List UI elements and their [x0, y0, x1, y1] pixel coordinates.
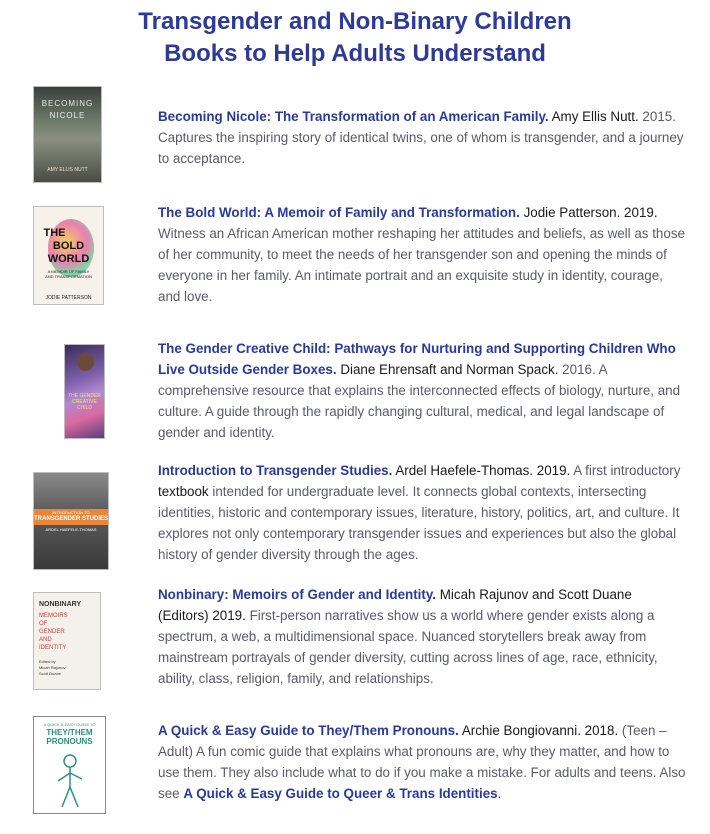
book-text-nonbinary [158, 584, 686, 689]
book-description-highlight: textbook [158, 484, 209, 499]
book-description: A first introductory [573, 463, 681, 478]
book-cover-becoming-nicole: BECOMING NICOLE AMY ELLIS NUTT [33, 86, 102, 183]
book-author: Archie Bongiovanni. 2018. [461, 723, 619, 738]
book-description: intended for undergraduate level. It connects global contexts, intersecting identities, historic and contemporary issues, literature, history, politics, art, and culture. It explores not only contemporary transgender issues and experiences but also the global history of gender diversity through the ages. [158, 484, 680, 562]
book-cover-intro-transgender-studies: INTRODUCTION TO TRANSGENDER STUDIES ARDEL HAEFELE-THOMAS [33, 472, 109, 570]
book-cover-they-them-pronouns: A QUICK & EASY GUIDE TO THEY/THEM PRONOUNS [33, 716, 106, 814]
book-text-gender-creative-child [158, 338, 686, 443]
book-description: 2015. Captures the inspiring story of identical twins, one of whom is transgender, and a journey to acceptance. [158, 109, 684, 166]
book-author: Diane Ehrensaft and Norman Spack. [340, 362, 559, 377]
book-author: Amy Ellis Nutt. [551, 109, 639, 124]
book-text-bold-world [158, 202, 686, 307]
book-author: Micah Rajunov and Scott Duane (Editors) 2019. [158, 587, 632, 623]
book-description: 2016. A comprehensive resource that explains the interconnected effects of biology, nurture, and culture. A guide through the rapidly changing cultural, medical, and legal landscape of gender and identity. [158, 362, 681, 440]
book-text-intro-transgender-studies [158, 460, 686, 565]
book-author: Ardel Haefele-Thomas. 2019. [395, 463, 571, 478]
book-description: (Teen – Adult) A fun comic guide that explains what pronouns are, why they matter, and how to use them. They also include what to do if you make a mistake. For adults and teens. Also see [158, 723, 686, 801]
book-title[interactable]: Nonbinary: Memoirs of Gender and Identity. [158, 587, 437, 602]
book-text-they-them-pronouns [158, 720, 686, 804]
book-cover-gender-creative-child: THE GENDER CREATIVE CHILD [64, 344, 105, 439]
book-title[interactable]: The Gender Creative Child: Pathways for Nurturing and Supporting Children Who Live Outside Gender Boxes. [158, 341, 676, 377]
book-description: Witness an African American mother reshaping her attitudes and beliefs, as well as those of her community, to meet the needs of her transgender son and opening the minds of everyone in her family. An intimate portrait and an exquisite study in identity, courage, and love. [158, 226, 685, 304]
cover-photo-icon [77, 353, 94, 371]
book-cover-bold-world: THE BOLD WORLD A MEMOIR OF FAMILY AND TRANSFORMATION JODIE PATTERSON [33, 206, 104, 305]
comic-figure-icon [50, 751, 90, 811]
book-text-becoming-nicole [158, 106, 686, 169]
book-description: First-person narratives show us a world where gender exists along a spectrum, a web, a multidimensional space. Nuanced storytellers break away from mainstream portrayals of gender diversity, cutting across lines of age, race, ethnicity, ability, class, religion, family, and relationships. [158, 608, 658, 686]
sentence-end: . [497, 786, 502, 801]
book-title[interactable]: The Bold World: A Memoir of Family and Transformation. [158, 205, 520, 220]
book-title[interactable]: A Quick & Easy Guide to They/Them Pronouns. [158, 723, 459, 738]
book-cover-nonbinary: NONBINARY MEMOIRS OF GENDER AND IDENTITY Edited by Micah Rajunov Scott Duane [33, 592, 101, 690]
see-also-link[interactable]: A Quick & Easy Guide to Queer & Trans Identities [183, 786, 498, 801]
page-title-line-1: Transgender and Non-Binary Children [138, 8, 572, 35]
page-title-line-2: Books to Help Adults Understand [164, 40, 546, 67]
page-title [0, 6, 710, 70]
book-author: Jodie Patterson. 2019. [523, 205, 658, 220]
book-title[interactable]: Introduction to Transgender Studies. [158, 463, 393, 478]
book-title[interactable]: Becoming Nicole: The Transformation of an American Family. [158, 109, 549, 124]
